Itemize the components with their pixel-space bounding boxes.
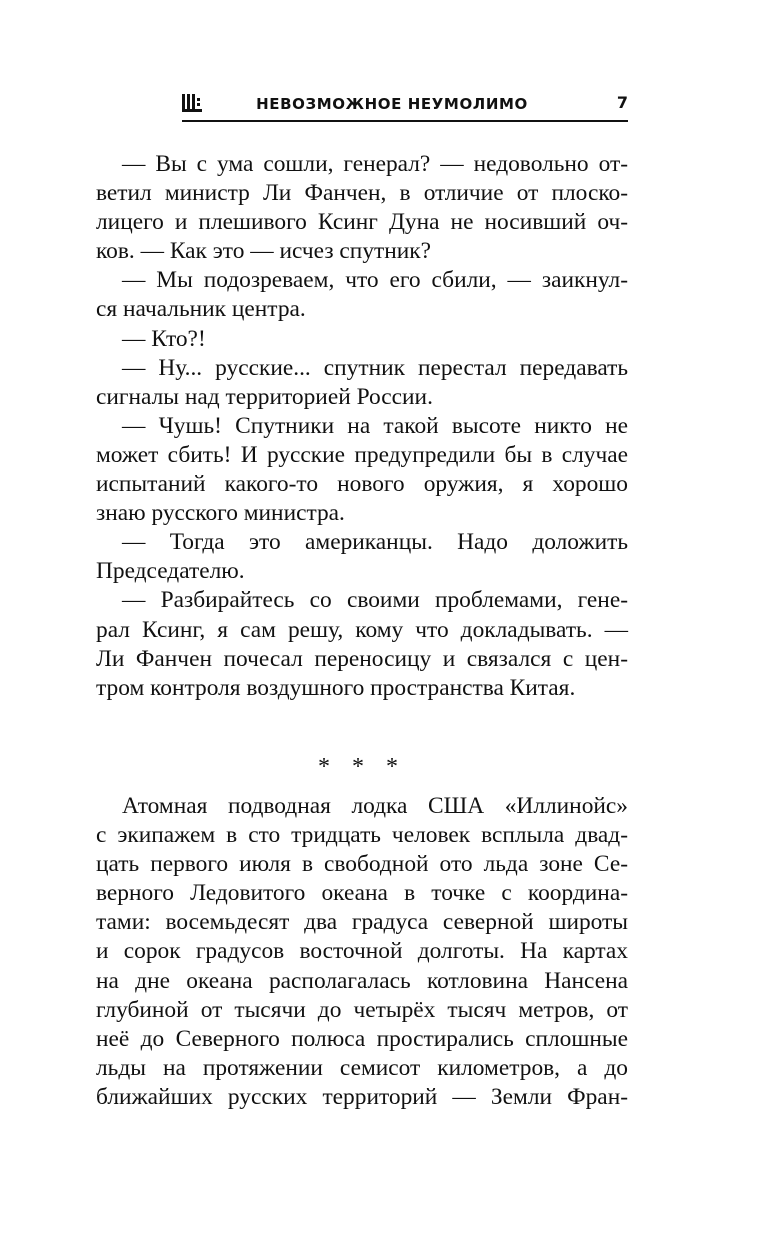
text-line: ветил министр Ли Фанчен, в отличие от плоско- (96, 180, 628, 207)
section-break: * * * (318, 754, 406, 780)
text-line: — Кто?! (122, 325, 206, 352)
running-title: НЕВОЗМОЖНОЕ НЕУМОЛИМО (256, 95, 528, 113)
text-line: рал Ксинг, я сам решу, кому что докладывать. — (96, 616, 628, 643)
text-line: испытаний какого-то нового оружия, я хорошо (96, 471, 628, 498)
page-number: 7 (616, 93, 628, 112)
text-line: льды на протяжении семисот километров, а до (96, 1054, 628, 1081)
paragraph (96, 325, 628, 354)
text-line: и сорок градусов восточной долготы. На картах (96, 938, 628, 965)
dialogue-block (96, 150, 628, 703)
text-line: неё до Северного полюса простирались сплошные (96, 1025, 628, 1052)
text-line: с экипажем в сто тридцать человек всплыла двад- (96, 822, 628, 849)
text-line: — Мы подозреваем, что его сбили, — заикнул- (122, 267, 628, 294)
paragraph (96, 354, 628, 412)
text-line: глубиной от тысячи до четырёх тысяч метров, от (96, 996, 628, 1023)
text-line: ближайших русских территорий — Земли Фран- (96, 1083, 628, 1110)
text-line: может сбить! И русские предупредили бы в случае (96, 441, 628, 468)
text-line: на дне океана располагалась котловина Нансена (96, 967, 628, 994)
text-line: Атомная подводная лодка США «Иллинойс» (122, 793, 628, 819)
text-line: Ли Фанчен почесал переносицу и связался с цен- (96, 645, 628, 672)
narrative-block (96, 792, 628, 1112)
text-line: — Чушь! Спутники на такой высоте никто не (122, 412, 628, 439)
text-line: сигналы над территорией России. (96, 383, 433, 410)
paragraph (96, 792, 628, 1112)
text-line: тами: восемьдесят два градуса северной широты (96, 909, 628, 936)
publisher-logo-icon (182, 94, 202, 114)
paragraph (96, 586, 628, 702)
paragraph (96, 412, 628, 528)
text-line: ся начальник центра. (96, 296, 306, 323)
text-line: — Разбирайтесь со своими проблемами, гене- (122, 587, 628, 614)
paragraph (96, 528, 628, 586)
text-line: тром контроля воздушного пространства Китая. (96, 674, 576, 701)
text-line: — Вы с ума сошли, генерал? — недовольно от- (122, 151, 628, 177)
text-line: Председателю. (96, 558, 245, 585)
text-line: верного Ледовитого океана в точке с координа- (96, 880, 628, 907)
text-line: ков. — Как это — исчез спутник? (96, 238, 432, 265)
text-line: цать первого июля в свободной ото льда зоне Се- (96, 851, 628, 878)
text-line: лицего и плешивого Ксинг Дуна не носивший оч- (96, 209, 628, 236)
paragraph (96, 266, 628, 324)
running-header (182, 92, 628, 122)
text-line: знаю русского министра. (96, 500, 345, 527)
text-line: — Ну... русские... спутник перестал передавать (122, 354, 628, 381)
text-line: — Тогда это американцы. Надо доложить (122, 529, 628, 556)
paragraph (96, 150, 628, 266)
